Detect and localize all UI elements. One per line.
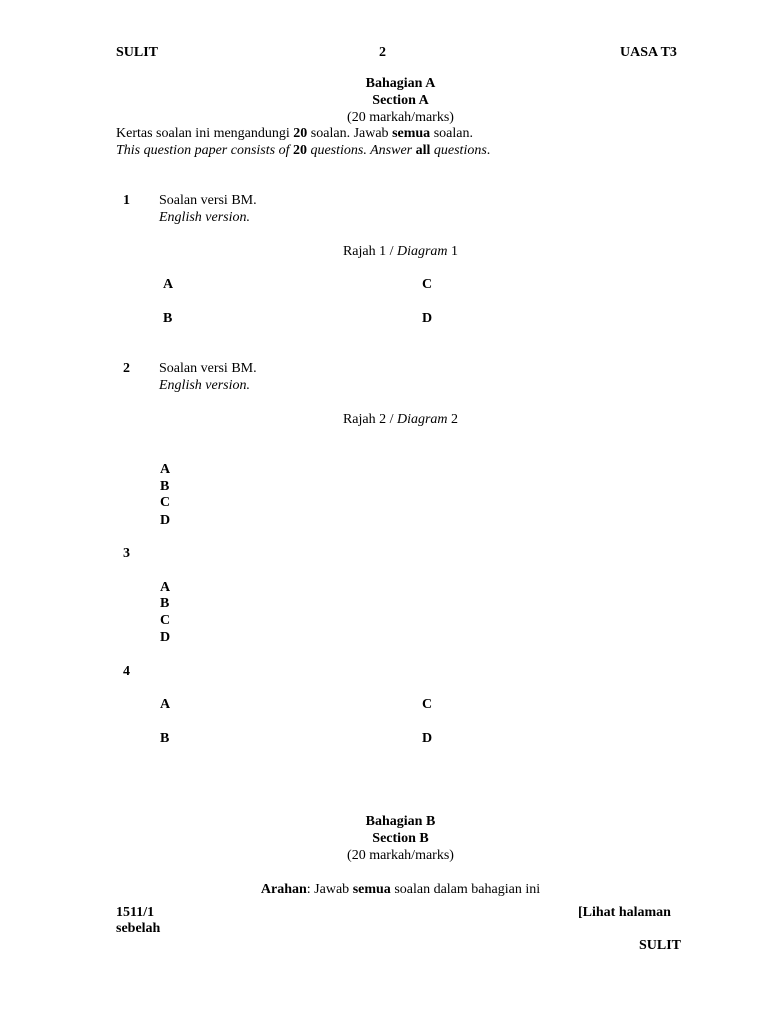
option-c: C — [160, 613, 171, 628]
section-a-title-en: Section A — [372, 93, 429, 108]
section-b-instruction — [0, 881, 768, 898]
option-c: C — [422, 697, 433, 712]
option-a: A — [160, 462, 171, 477]
paper-code: 1511/1 — [116, 905, 155, 920]
option-a: A — [160, 697, 171, 712]
option-d: D — [160, 513, 171, 528]
question-text-en: English version. — [159, 378, 250, 393]
option-b: B — [160, 596, 170, 611]
section-a-marks: (20 markah/marks) — [347, 110, 454, 125]
instruction-emphasis: semua — [392, 126, 431, 141]
instruction-text: Kertas soalan ini mengandungi — [116, 126, 294, 141]
next-page-label-continued: sebelah — [116, 921, 161, 936]
option-d: D — [422, 731, 433, 746]
question-number: 1 — [123, 193, 130, 208]
instruction-text: soalan. — [430, 126, 473, 141]
instruction-text: . — [486, 143, 491, 158]
section-b-title-en: Section B — [372, 831, 429, 846]
section-b-title-bm: Bahagian B — [365, 814, 436, 829]
instruction-emphasis: all — [415, 143, 431, 158]
option-a: A — [163, 277, 174, 292]
diagram-caption-text: 2 — [447, 412, 459, 427]
instruction-text: : Jawab — [306, 882, 353, 897]
instruction-text: soalan. Jawab — [307, 126, 393, 141]
instruction-emphasis: semua — [352, 882, 391, 897]
section-a-instruction-en — [116, 142, 490, 159]
instruction-text: questions — [430, 143, 487, 158]
question-number: 2 — [123, 361, 130, 376]
option-b: B — [160, 479, 170, 494]
instruction-label: Arahan — [260, 882, 307, 897]
option-d: D — [422, 311, 433, 326]
instruction-text: This question paper consists of — [116, 143, 293, 158]
option-b: B — [160, 731, 170, 746]
diagram-caption-text: 1 — [447, 244, 459, 259]
section-a-title-bm: Bahagian A — [365, 76, 436, 91]
option-a: A — [160, 580, 171, 595]
header-right-label: UASA T3 — [620, 45, 677, 60]
next-page-label: [Lihat halaman — [578, 905, 671, 920]
header-left-label: SULIT — [116, 45, 159, 60]
question-number: 3 — [123, 546, 130, 561]
instruction-number: 20 — [293, 126, 308, 141]
footer-right-label: SULIT — [639, 938, 682, 953]
option-c: C — [422, 277, 433, 292]
diagram-caption — [0, 411, 768, 428]
instruction-text: soalan dalam bahagian ini — [390, 882, 541, 897]
diagram-caption-text: Rajah 1 / — [342, 244, 397, 259]
diagram-caption-italic: Diagram — [396, 412, 448, 427]
section-a-instruction-bm — [116, 125, 473, 142]
question-text-bm: Soalan versi BM. — [159, 193, 257, 208]
instruction-number: 20 — [292, 143, 307, 158]
page-number: 2 — [379, 45, 386, 60]
option-d: D — [160, 630, 171, 645]
diagram-caption-text: Rajah 2 / — [342, 412, 397, 427]
option-c: C — [160, 495, 171, 510]
question-text-bm: Soalan versi BM. — [159, 361, 257, 376]
diagram-caption — [0, 243, 768, 260]
diagram-caption-italic: Diagram — [396, 244, 448, 259]
question-number: 4 — [123, 664, 130, 679]
question-text-en: English version. — [159, 210, 250, 225]
option-b: B — [163, 311, 173, 326]
instruction-text: questions. Answer — [306, 143, 416, 158]
section-b-marks: (20 markah/marks) — [347, 848, 454, 863]
